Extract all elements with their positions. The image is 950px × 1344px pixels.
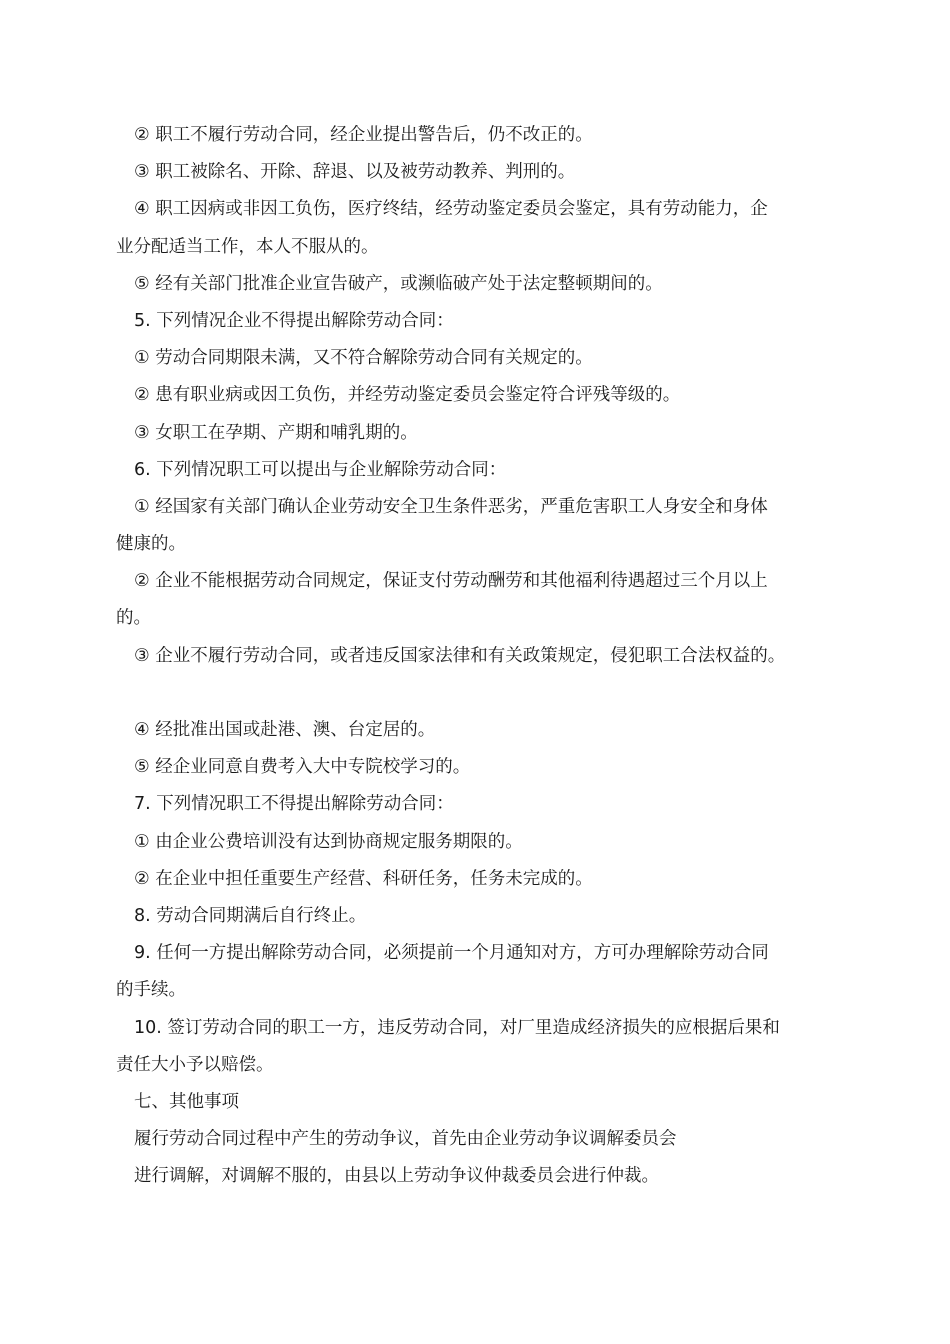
section-heading: 10. 签订劳动合同的职工一方，违反劳动合同，对厂里造成经济损失的应根据后果和 (134, 1017, 780, 1038)
paragraph-line: ③ 职工被除名、开除、辞退、以及被劳动教养、判刑的。 (134, 162, 576, 183)
paragraph-line: ② 在企业中担任重要生产经营、科研任务，任务未完成的。 (134, 868, 593, 889)
paragraph-line-continued: 的。 (116, 608, 151, 629)
paragraph-line: ④ 经批准出国或赴港、澳、台定居的。 (134, 720, 436, 740)
paragraph-line: ③ 企业不履行劳动合同，或者违反国家法律和有关政策规定，侵犯职工合法权益的。 (134, 645, 786, 666)
chapter-heading: 七、其他事项 (134, 1091, 239, 1112)
section-heading: 7. 下列情况职工不得提出解除劳动合同： (134, 794, 454, 815)
paragraph-line-continued: 业分配适当工作，本人不服从的。 (116, 236, 379, 257)
document-body (116, 117, 836, 1195)
paragraph-line: ⑤ 经企业同意自费考入大中专院校学习的。 (134, 757, 471, 778)
paragraph-line-continued: 健康的。 (116, 534, 186, 555)
paragraph-line: 进行调解，对调解不服的，由县以上劳动争议仲裁委员会进行仲裁。 (134, 1166, 659, 1187)
section-heading: 9. 任何一方提出解除劳动合同，必须提前一个月通知对方，方可办理解除劳动合同 (134, 943, 769, 964)
paragraph-line-continued: 的手续。 (116, 980, 186, 1001)
paragraph-line: ② 企业不能根据劳动合同规定，保证支付劳动酬劳和其他福利待遇超过三个月以上 (134, 571, 768, 592)
paragraph-line: 履行劳动合同过程中产生的劳动争议，首先由企业劳动争议调解委员会 (134, 1129, 677, 1150)
section-heading: 8. 劳动合同期满后自行终止。 (134, 905, 367, 926)
paragraph-line: ④ 职工因病或非因工负伤，医疗终结，经劳动鉴定委员会鉴定，具有劳动能力，企 (134, 199, 768, 220)
paragraph-line: ⑤ 经有关部门批准企业宣告破产，或濒临破产处于法定整顿期间的。 (134, 273, 663, 294)
paragraph-line-continued: 责任大小予以赔偿。 (116, 1054, 274, 1075)
blank-line (116, 675, 836, 712)
paragraph-line: ① 由企业公费培训没有达到协商规定服务期限的。 (134, 831, 523, 852)
section-heading: 5. 下列情况企业不得提出解除劳动合同： (134, 310, 454, 331)
paragraph-line: ② 患有职业病或因工负伤，并经劳动鉴定委员会鉴定符合评残等级的。 (134, 385, 681, 406)
section-heading: 6. 下列情况职工可以提出与企业解除劳动合同： (134, 459, 507, 480)
paragraph-line: ① 经国家有关部门确认企业劳动安全卫生条件恶劣，严重危害职工人身安全和身体 (134, 496, 768, 517)
paragraph-line: ③ 女职工在孕期、产期和哺乳期的。 (134, 422, 418, 443)
paragraph-line: ② 职工不履行劳动合同，经企业提出警告后，仍不改正的。 (134, 125, 593, 145)
paragraph-line: ① 劳动合同期限未满，又不符合解除劳动合同有关规定的。 (134, 348, 593, 369)
